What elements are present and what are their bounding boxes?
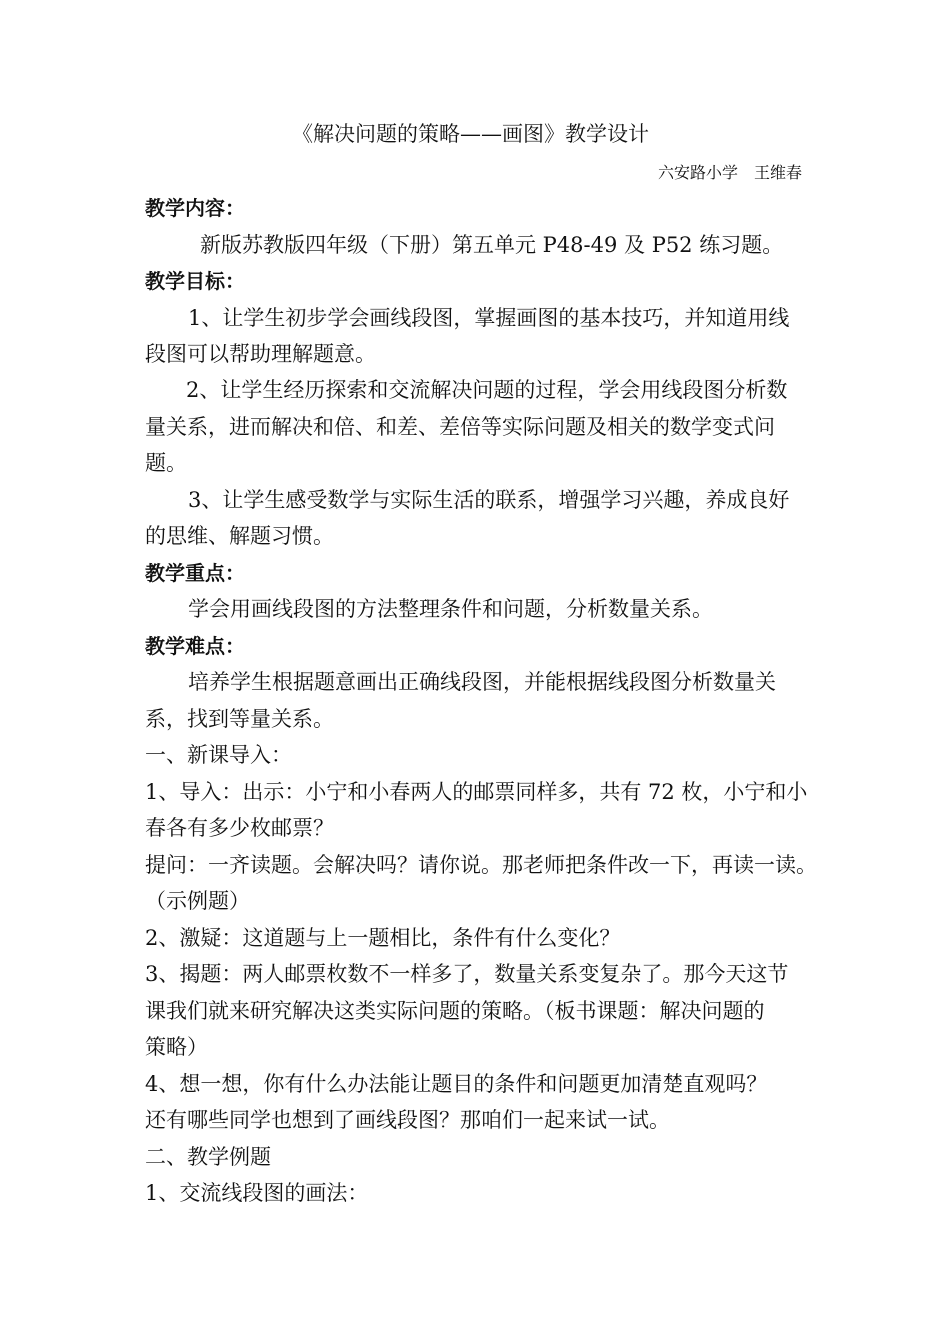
- paragraph-line: 新版苏教版四年级（下册）第五单元 P48-49 及 P52 练习题。: [200, 233, 784, 257]
- paragraph-line: 2、激疑：这道题与上一题相比，条件有什么变化？: [145, 926, 621, 950]
- paragraph-line: 还有哪些同学也想到了画线段图？那咱们一起来试一试。: [145, 1108, 670, 1132]
- paragraph-line: 策略）: [145, 1035, 208, 1059]
- paragraph-line: 培养学生根据题意画出正确线段图，并能根据线段图分析数量关: [188, 670, 776, 694]
- paragraph-line: 系，找到等量关系。: [145, 707, 334, 731]
- document-title: 《解决问题的策略——画图》教学设计: [292, 122, 649, 146]
- paragraph-line: 4、想一想，你有什么办法能让题目的条件和问题更加清楚直观吗？: [145, 1072, 768, 1096]
- paragraph-line: 提问：一齐读题。会解决吗？请你说。那老师把条件改一下，再读一读。: [145, 853, 817, 877]
- paragraph-line: 1、导入：出示：小宁和小春两人的邮票同样多，共有 72 枚，小宁和小: [145, 780, 808, 804]
- paragraph-line: 春各有多少枚邮票？: [145, 816, 334, 840]
- paragraph-line: 1、让学生初步学会画线段图，掌握画图的基本技巧，并知道用线: [188, 306, 790, 330]
- paragraph-line: 3、揭题：两人邮票枚数不一样多了，数量关系变复杂了。那今天这节: [145, 962, 789, 986]
- paragraph-line: （示例题）: [145, 889, 250, 913]
- paragraph-line: 1、交流线段图的画法：: [145, 1181, 369, 1205]
- paragraph-line: 课我们就来研究解决这类实际问题的策略。（板书课题：解决问题的: [145, 999, 765, 1023]
- paragraph-line: 二、教学例题: [145, 1145, 271, 1169]
- paragraph-line: 段图可以帮助理解题意。: [145, 342, 376, 366]
- section-heading-content: 教学内容：: [145, 196, 245, 220]
- paragraph-line: 学会用画线段图的方法整理条件和问题，分析数量关系。: [188, 597, 713, 621]
- paragraph-line: 量关系，进而解决和倍、和差、差倍等实际问题及相关的数学变式问: [145, 415, 775, 439]
- paragraph-line: 的思维、解题习惯。: [145, 524, 334, 548]
- section-heading-key-points: 教学重点：: [145, 561, 245, 585]
- paragraph-line: 题。: [145, 451, 187, 475]
- paragraph-line: 3、让学生感受数学与实际生活的联系，增强学习兴趣，养成良好: [188, 488, 790, 512]
- section-heading-objectives: 教学目标：: [145, 269, 245, 293]
- author-line: 六安路小学 王维春: [658, 163, 803, 182]
- paragraph-line: 2、让学生经历探索和交流解决问题的过程，学会用线段图分析数: [186, 378, 788, 402]
- paragraph-line: 一、新课导入：: [145, 743, 292, 767]
- section-heading-difficulties: 教学难点：: [145, 634, 245, 658]
